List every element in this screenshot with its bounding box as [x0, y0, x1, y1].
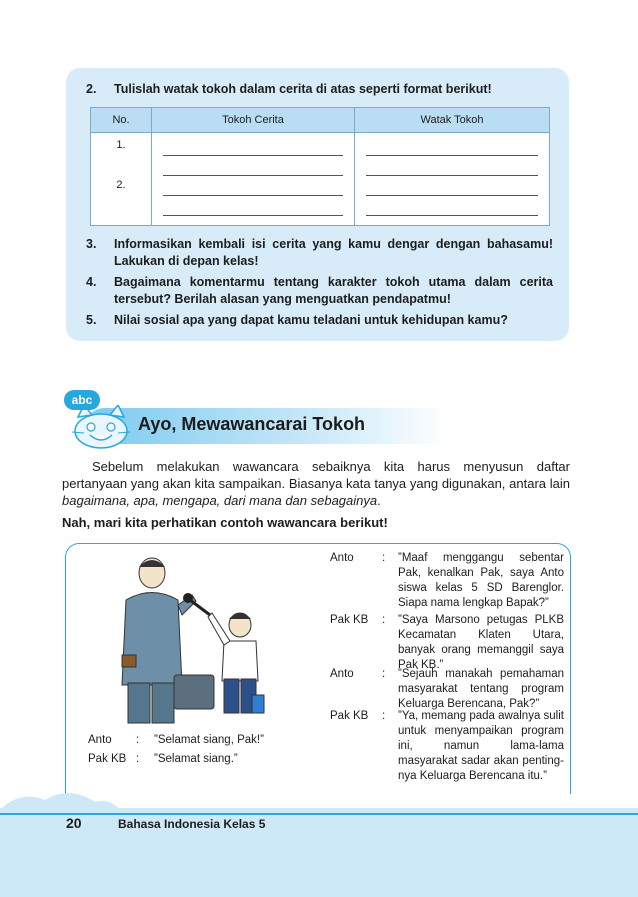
dialog-text: ”Ya, memang pada awalnya sulit untuk menyampaikan program ini, namun lama-lama masyarakat sadar akan penting-nya Keluarga Berencana itu.”	[398, 710, 564, 782]
answer-line[interactable]	[366, 138, 538, 156]
answer-line[interactable]	[163, 178, 343, 196]
interview-illustration-icon	[112, 555, 282, 725]
speaker-name: Pak KB	[330, 614, 369, 626]
dialog-text: ”Maaf menggangu sebentar Pak, kenalkan Pak, saya Anto siswa kelas 5 SD Barenglor. Siapa nama lengkap Bapak?”	[398, 552, 564, 609]
answer-line[interactable]	[163, 158, 343, 176]
answer-line[interactable]	[163, 198, 343, 216]
question-text: Bagaimana komentarmu tentang karakter tokoh utama dalam cerita tersebut? Berilah alasan yang menguatkan pendapatmu!	[114, 275, 553, 306]
speaker-colon: :	[136, 753, 140, 765]
table-cell-no	[91, 133, 152, 226]
answer-line[interactable]	[163, 138, 343, 156]
character-table	[90, 107, 550, 226]
speaker-colon: :	[382, 668, 386, 680]
speaker-name: Anto	[330, 668, 354, 680]
dialog-line-right	[330, 613, 566, 671]
speaker-name: Anto	[88, 734, 112, 746]
section-title: Ayo, Mewawancarai Tokoh	[138, 414, 366, 434]
speaker-colon: :	[382, 710, 386, 722]
dialog-line-right	[330, 667, 566, 712]
row-number: 2.	[116, 179, 126, 191]
answer-line[interactable]	[366, 198, 538, 216]
intro-text-end: .	[377, 493, 381, 508]
intro-italic-text: bagaimana, apa, mengapa, dari mana dan sebagainya	[62, 493, 378, 508]
speaker-name: Pak KB	[330, 710, 369, 722]
abc-badge: abc	[64, 390, 100, 410]
dialog-line-right	[330, 551, 566, 611]
answer-line[interactable]	[366, 178, 538, 196]
intro-paragraph	[62, 458, 570, 509]
table-header-no: No.	[91, 108, 152, 133]
question-number: 4.	[86, 275, 97, 289]
question-text: Nilai sosial apa yang dapat kamu teladani untuk kehidupan kamu?	[114, 313, 508, 327]
speaker-colon: :	[382, 614, 386, 626]
question-number: 2.	[86, 82, 97, 96]
question-text: Informasikan kembali isi cerita yang kamu dengar dengan bahasamu! Lakukan di depan kelas!	[114, 237, 553, 268]
question-number: 3.	[86, 237, 97, 251]
speaker-colon: :	[136, 734, 140, 746]
dialog-text: ”Selamat siang.”	[154, 753, 238, 765]
question-text: Tulislah watak tokoh dalam cerita di atas seperti format berikut!	[114, 82, 492, 96]
dialog-line-left	[88, 733, 288, 748]
exercise-box	[66, 68, 569, 341]
intro-lead: Nah, mari kita perhatikan contoh wawancara berikut!	[62, 515, 388, 530]
page-number: 20	[66, 815, 82, 831]
dialog-text: ”Sejauh manakah pemahaman masyarakat tentang program Keluarga Berencana, Pak?”	[398, 668, 564, 710]
dialog-text: ”Selamat siang, Pak!”	[154, 734, 264, 746]
footer-cloud-background	[0, 790, 638, 897]
intro-text: Sebelum melakukan wawancara sebaiknya kita harus menyusun daftar pertanyaan yang akan kita sampaikan. Biasanya kata tanya yang digunakan, antara lain	[62, 459, 570, 491]
answer-line[interactable]	[366, 158, 538, 176]
table-header-tokoh: Tokoh Cerita	[152, 108, 355, 133]
table-cell-watak	[355, 133, 550, 226]
table-header-watak: Watak Tokoh	[355, 108, 550, 133]
speaker-colon: :	[382, 552, 386, 564]
speaker-name: Anto	[330, 552, 354, 564]
book-title: Bahasa Indonesia Kelas 5	[118, 817, 266, 831]
question-number: 5.	[86, 313, 97, 327]
speaker-name: Pak KB	[88, 753, 127, 765]
cat-mascot-icon	[70, 405, 132, 449]
dialog-text: ”Saya Marsono petugas PLKB Kecamatan Klaten Utara, banyak orang memanggil saya Pak KB.”	[398, 614, 564, 671]
row-number: 1.	[116, 139, 126, 151]
table-cell-tokoh	[152, 133, 355, 226]
dialog-line-left	[88, 752, 288, 767]
dialog-line-right	[330, 709, 566, 784]
